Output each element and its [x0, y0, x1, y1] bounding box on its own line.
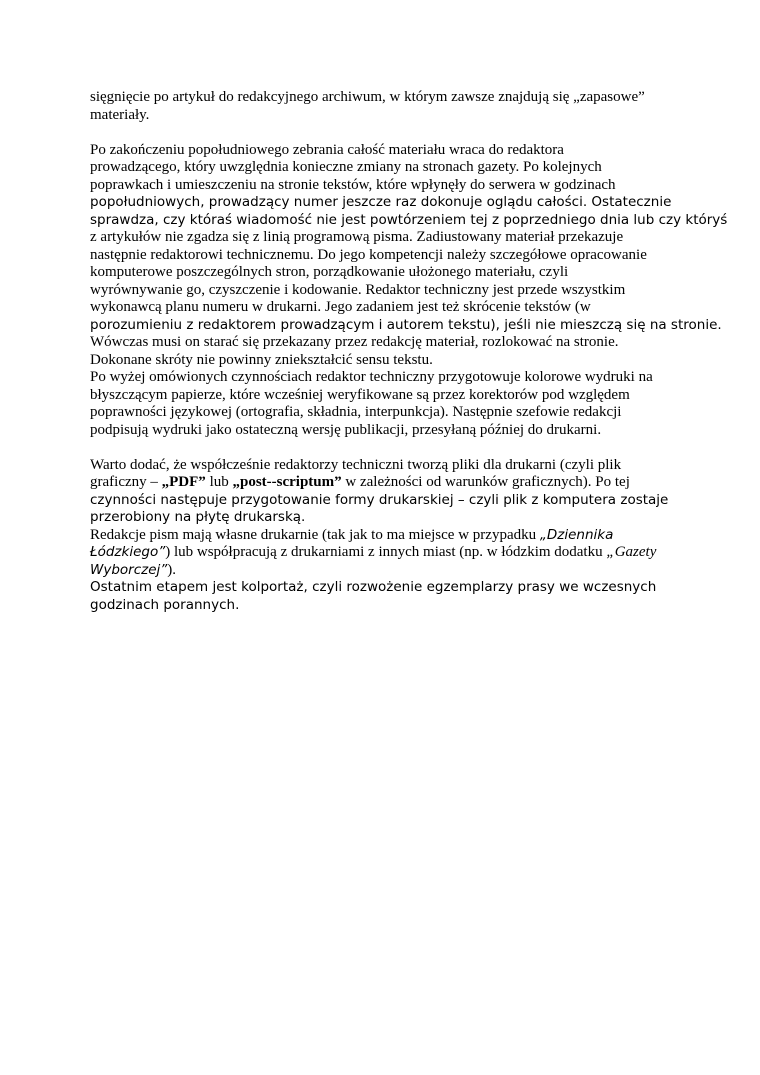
- pdf-term: „PDF”: [161, 474, 206, 490]
- text-line: poprawności językowej (ortografia, składnia, interpunkcja). Następnie szefowie redakcji: [90, 404, 622, 420]
- text-line: popołudniowych, prowadzący numer jeszcze raz dokonuje oglądu całości. Ostatecznie: [90, 194, 672, 210]
- text-run: graficzny –: [90, 474, 162, 490]
- text-line: poprawkach i umieszczeniu na stronie tekstów, które wpłynęły do serwera w godzinach: [90, 176, 616, 193]
- text-line: błyszczącym papierze, które wcześniej weryfikowane są przez korektorów pod względem: [90, 386, 630, 403]
- text-line: Po zakończeniu popołudniowego zebrania całość materiału wraca do redaktora: [90, 141, 564, 158]
- text-line: Po wyżej omówionych czynnościach redaktor techniczny przygotowuje kolorowe wydruki na: [90, 369, 653, 385]
- text-line: materiały.: [90, 106, 150, 123]
- text-run: w zależności od warunków graficznych). Po tej: [341, 474, 630, 490]
- text-run: Redakcje pism mają własne drukarnie (tak jak to ma miejsce w przypadku: [90, 526, 540, 543]
- paragraph-1: [90, 89, 680, 124]
- text-line: z artykułów nie zgadza się z linią programową pisma. Zadiustowany materiał przekazuje: [90, 229, 624, 245]
- text-line: sprawdza, czy któraś wiadomość nie jest powtórzeniem tej z poprzedniego dnia lub czy któryś: [90, 211, 728, 228]
- text-line: komputerowe poszczególnych stron, porządkowanie ułożonego materiału, czyli: [90, 264, 569, 280]
- text-line: następnie redaktorowi technicznemu. Do jego kompetencji należy szczegółowe opracowanie: [90, 246, 647, 263]
- paragraph-spacer: [90, 124, 680, 142]
- text-line: [90, 474, 680, 492]
- text-line: Warto dodać, że współcześnie redaktorzy techniczni tworzą pliki dla drukarni (czyli plik: [90, 456, 622, 473]
- text-run: ) lub współpracują z drukarniami z innych miast (np. w łódzkim dodatku: [165, 544, 607, 560]
- text-line: wyrównywanie go, czyszczenie i kodowanie. Redaktor techniczny jest przede wszystkim: [90, 281, 626, 298]
- document-body: [90, 89, 728, 614]
- text-run: lub: [205, 474, 233, 490]
- text-line: wykonawcą planu numeru w drukarni. Jego zadaniem jest też skrócenie tekstów (w: [90, 299, 591, 315]
- text-line: [90, 527, 680, 545]
- text-line: porozumieniu z redaktorem prowadzącym i autorem tekstu), jeśli nie mieszczą się na stronie.: [90, 316, 722, 333]
- text-line: przerobiony na płytę drukarską.: [90, 509, 306, 525]
- text-line: [90, 544, 680, 562]
- newspaper-title: „Gazety: [606, 544, 657, 560]
- paragraph-spacer: [90, 439, 680, 457]
- text-line: Ostatnim etapem jest kolportaż, czyli rozwożenie egzemplarzy prasy we wczesnych: [90, 579, 657, 595]
- post-scriptum-term: „post--scriptum”: [232, 474, 342, 490]
- text-line: godzinach porannych.: [90, 596, 240, 613]
- paragraph-3: [90, 457, 680, 615]
- text-line: Dokonane skróty nie powinny zniekształcić sensu tekstu.: [90, 351, 433, 368]
- text-line: czynności następuje przygotowanie formy drukarskiej – czyli plik z komputera zostaje: [90, 491, 669, 508]
- text-line: [90, 562, 680, 580]
- newspaper-title: „Dziennika: [539, 526, 614, 543]
- newspaper-title: Łódzkiego”: [90, 544, 166, 560]
- text-line: prowadzącego, który uwzględnia konieczne zmiany na stronach gazety. Po kolejnych: [90, 159, 602, 175]
- text-run: ).: [167, 561, 177, 578]
- text-line: Wówczas musi on starać się przekazany przez redakcję materiał, rozlokować na stronie.: [90, 334, 619, 350]
- text-line: podpisują wydruki jako ostateczną wersję publikacji, przesyłaną później do drukarni.: [90, 421, 602, 438]
- paragraph-2: [90, 141, 728, 440]
- newspaper-title: Wyborczej”: [90, 561, 168, 578]
- text-line: sięgnięcie po artykuł do redakcyjnego archiwum, w którym zawsze znajdują się „zapasowe”: [90, 89, 645, 105]
